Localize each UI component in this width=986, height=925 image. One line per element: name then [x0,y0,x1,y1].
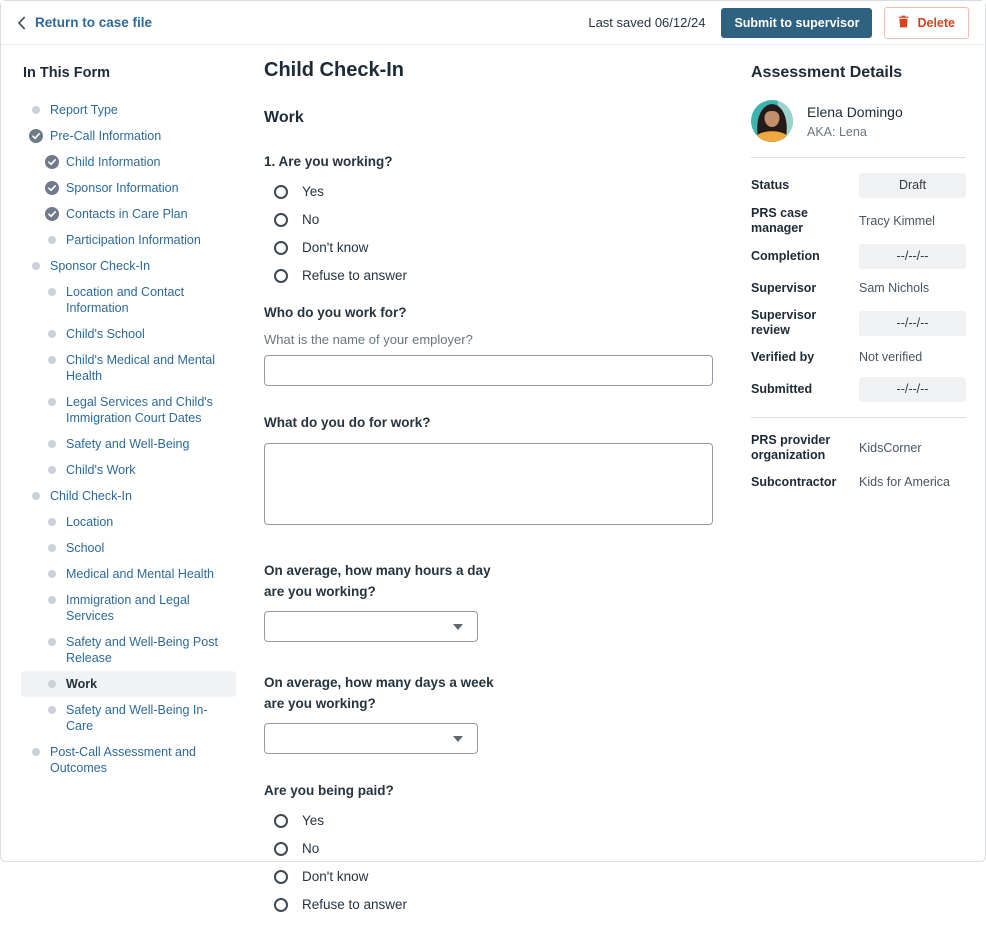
question-who-do-you-work-for [264,302,713,386]
bullet-dot-icon [45,436,59,452]
question-label: 1. Are you working? [264,154,393,169]
work-description-textarea[interactable] [264,443,713,525]
question-label: Who do you work for? [264,305,407,320]
detail-row [751,277,966,300]
question-days-per-week [264,672,713,754]
sidebar-item-label: Sponsor Information [66,181,179,195]
sidebar-item-label: Work [66,677,98,691]
question-label: What do you do for work? [264,415,431,430]
radio-option-label: Refuse to answer [302,897,408,912]
sidebar-item[interactable] [21,347,236,389]
dropdown-caret-icon [453,624,463,630]
bullet-dot-icon [45,514,59,530]
bullet-dot-icon [45,352,59,368]
last-saved-text: Last saved 06/12/24 [588,15,706,30]
sidebar-item[interactable] [21,561,236,587]
sidebar-item-label: Safety and Well-Being Post Release [66,635,218,665]
sidebar-item[interactable] [21,697,236,739]
employer-name-input[interactable] [264,355,713,386]
sidebar-item[interactable] [21,509,236,535]
sidebar-item[interactable] [21,201,236,227]
sidebar-item[interactable] [21,629,236,671]
topbar-actions [588,7,969,39]
radio-option[interactable] [274,869,713,884]
radio-button-icon[interactable] [274,241,288,255]
radio-option-label: Yes [302,813,325,828]
detail-row [751,433,966,463]
detail-value: Kids for America [859,475,951,489]
form-nav [1,45,256,861]
sidebar-item-label: Participation Information [66,233,201,247]
radio-button-icon[interactable] [274,185,288,199]
radio-button-icon[interactable] [274,814,288,828]
topbar [1,1,985,45]
bullet-dot-icon [29,102,43,118]
form-nav-list [21,97,236,781]
question-label: On average, how many hours a day are you working? [264,563,491,599]
sidebar-item-label: Safety and Well-Being [66,437,190,451]
detail-row [751,244,966,269]
bullet-dot-icon [45,702,59,718]
radio-option-label: No [302,841,320,856]
hours-per-day-select[interactable] [264,611,478,642]
delete-button[interactable] [884,7,969,39]
detail-label: PRS case manager [751,206,808,235]
sidebar-item-label: Post-Call Assessment and Outcomes [50,745,196,775]
check-circle-icon [45,206,59,222]
submit-to-supervisor-button[interactable]: Submit to supervisor [721,8,872,38]
detail-row [751,173,966,198]
detail-label: Completion [751,249,820,263]
divider [751,157,966,158]
question-label: Are you being paid? [264,783,394,798]
bullet-dot-icon [45,634,59,650]
bullet-dot-icon [29,488,43,504]
radio-group-being-paid [264,813,713,912]
bullet-dot-icon [45,326,59,342]
radio-button-icon[interactable] [274,870,288,884]
check-circle-icon [29,128,43,144]
bullet-dot-icon [45,592,59,608]
sidebar-item[interactable] [21,279,236,321]
sidebar-item[interactable] [21,389,236,431]
bullet-dot-icon [45,462,59,478]
detail-row [751,206,966,236]
detail-value-pill: --/--/-- [859,244,966,269]
question-label: On average, how many days a week are you working? [264,675,494,711]
bullet-dot-icon [45,394,59,410]
detail-label: Submitted [751,382,813,396]
question-are-you-working [264,151,713,283]
detail-row [751,346,966,369]
sidebar-item-label: Report Type [50,103,118,117]
sidebar-item[interactable] [21,431,236,457]
bullet-dot-icon [45,284,59,300]
sidebar-item[interactable] [21,739,236,781]
radio-option-label: No [302,212,320,227]
sidebar-item[interactable] [21,123,236,149]
back-chevron-icon [17,16,26,30]
detail-value: Sam Nichols [859,281,930,295]
sidebar-item-label: Location and Contact Information [66,285,185,315]
panel-title: Assessment Details [751,64,903,81]
sidebar-title: In This Form [23,65,110,81]
question-helper-text: What is the name of your employer? [264,332,473,347]
detail-value-pill: --/--/-- [859,377,966,402]
trash-icon [898,15,909,31]
radio-group-are-you-working [264,184,713,283]
radio-option-label: Don't know [302,240,369,255]
radio-option[interactable] [274,268,713,283]
bullet-dot-icon [29,258,43,274]
sidebar-item[interactable] [21,321,236,347]
radio-option-label: Yes [302,184,325,199]
detail-label: Supervisor [751,281,817,295]
dropdown-caret-icon [453,736,463,742]
radio-option[interactable] [274,897,713,912]
detail-value: Not verified [859,350,923,364]
sidebar-item-label: Location [66,515,114,529]
sidebar-item[interactable] [21,227,236,253]
page-title: Child Check-In [264,59,405,81]
detail-label: Supervisor review [751,308,817,337]
sidebar-item[interactable] [21,175,236,201]
radio-button-icon[interactable] [274,898,288,912]
detail-row [751,308,966,338]
sidebar-item[interactable] [21,587,236,629]
sidebar-item[interactable] [21,671,236,697]
sidebar-item-label: Pre-Call Information [50,129,162,143]
radio-button-icon[interactable] [274,842,288,856]
radio-button-icon[interactable] [274,269,288,283]
detail-value-pill: Draft [859,173,966,198]
check-circle-icon [45,180,59,196]
sidebar-item[interactable] [21,535,236,561]
sidebar-item[interactable] [21,253,236,279]
avatar [751,100,793,142]
sidebar-item[interactable] [21,483,236,509]
sidebar-item-label: Child Information [66,155,161,169]
sidebar-item-label: Medical and Mental Health [66,567,214,581]
detail-label: Verified by [751,350,815,364]
bullet-dot-icon [45,540,59,556]
sidebar-item-label: Immigration and Legal Services [66,593,190,623]
delete-button-label: Delete [917,15,955,30]
form-content [264,45,713,925]
bullet-dot-icon [45,676,59,692]
back-link-label: Return to case file [35,15,153,30]
radio-option[interactable] [274,212,713,227]
radio-button-icon[interactable] [274,213,288,227]
radio-option[interactable] [274,240,713,255]
sidebar-item-label: Legal Services and Child's Immigration Court Dates [66,395,213,425]
check-circle-icon [45,154,59,170]
detail-value: KidsCorner [859,440,922,455]
section-title: Work [264,109,304,126]
bullet-dot-icon [45,566,59,582]
sidebar-item-label: Sponsor Check-In [50,259,151,273]
sidebar-item-label: School [66,541,105,555]
sidebar-item-label: Safety and Well-Being In-Care [66,703,208,733]
details-rows [751,173,966,494]
question-being-paid [264,780,713,912]
radio-option[interactable] [274,813,713,828]
assessment-details-panel [751,45,966,502]
detail-label: Subcontractor [751,475,837,489]
days-per-week-select[interactable] [264,723,478,754]
question-what-do-you-do [264,412,713,530]
question-hours-per-day [264,560,713,642]
sidebar-item[interactable] [21,97,236,123]
sidebar-item-label: Child's Work [66,463,136,477]
back-to-case-file-link[interactable] [17,15,152,30]
radio-option[interactable] [274,841,713,856]
bullet-dot-icon [45,232,59,248]
divider [751,417,966,418]
person-name: Elena Domingo [807,103,903,120]
radio-option-label: Don't know [302,869,369,884]
bullet-dot-icon [29,744,43,760]
detail-value: Tracy Kimmel [859,213,935,228]
person-header [751,100,966,142]
detail-row [751,377,966,402]
detail-label: PRS provider organization [751,433,831,462]
detail-row [751,471,966,494]
sidebar-item-label: Child Check-In [50,489,132,503]
person-identity [807,104,903,139]
sidebar-item-label: Child's Medical and Mental Health [66,353,215,383]
sidebar-item[interactable] [21,149,236,175]
detail-value-pill: --/--/-- [859,311,966,336]
detail-label: Status [751,178,790,192]
sidebar-item-label: Child's School [66,327,145,341]
sidebar-item[interactable] [21,457,236,483]
sidebar-item-label: Contacts in Care Plan [66,207,188,221]
radio-option-label: Refuse to answer [302,268,408,283]
person-aka: AKA: Lena [807,124,867,139]
radio-option[interactable] [274,184,713,199]
